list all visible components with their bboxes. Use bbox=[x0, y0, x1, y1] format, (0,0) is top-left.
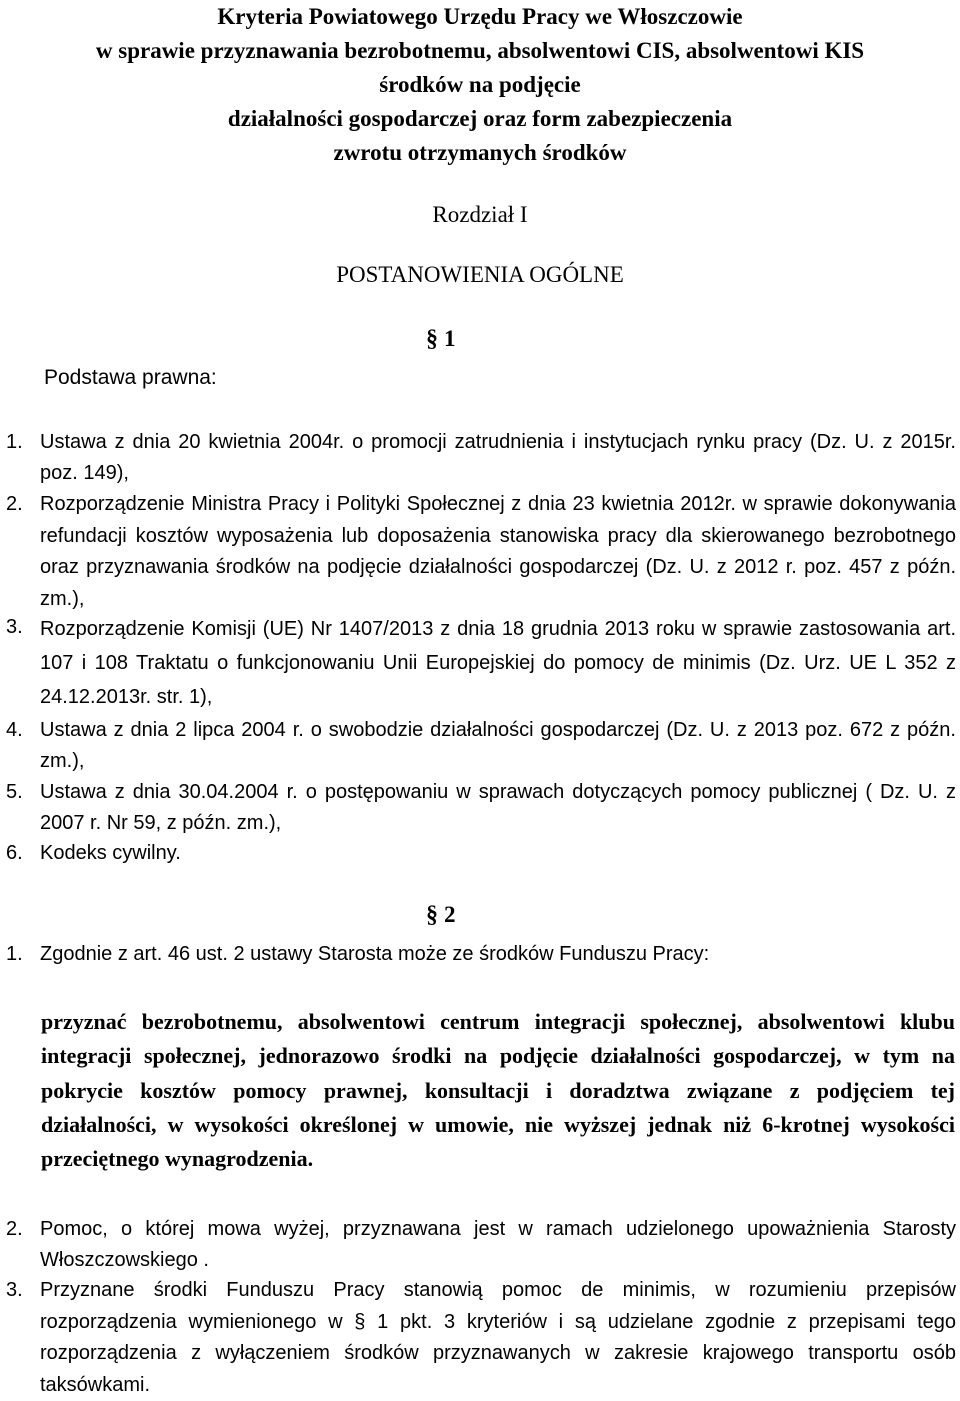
section-symbol: § bbox=[426, 902, 438, 928]
list-item-text: Ustawa z dnia 2 lipca 2004 r. o swobodzie działalności gospodarczej (Dz. U. z 2013 poz. 672 z późn. zm.), bbox=[40, 719, 956, 772]
list-item-number: 6. bbox=[6, 842, 23, 864]
section-1-heading bbox=[426, 326, 456, 353]
list-item bbox=[6, 1214, 956, 1276]
document-title bbox=[0, 0, 960, 170]
list-item-text: Zgodnie z art. 46 ust. 2 ustawy Starosta może ze środków Funduszu Pracy: bbox=[40, 943, 710, 965]
legal-basis-label: Podstawa prawna: bbox=[44, 366, 217, 389]
list-item-number: 1. bbox=[6, 943, 23, 965]
list-item-text: Rozporządzenie Ministra Pracy i Polityki Społecznej z dnia 23 kwietnia 2012r. w sprawie dokonywania refundacji kosztów wyposażenia lub doposażenia stanowiska pracy dla skierowanego bezrobotnego oraz przyznawania środków na podjęcie działalności gospodarczej (Dz. U. z 2012 r. poz. 457 z późn. zm.), bbox=[40, 493, 956, 610]
list-item bbox=[6, 1275, 956, 1395]
section-number: 1 bbox=[444, 326, 456, 351]
list-item-number: 5. bbox=[6, 781, 23, 803]
list-item bbox=[6, 612, 956, 712]
list-item-number: 4. bbox=[6, 719, 23, 741]
list-item-text: Ustawa z dnia 30.04.2004 r. o postępowaniu w sprawach dotyczących pomocy publicznej ( Dz. U. z 2007 r. Nr 59, z późn. zm.), bbox=[40, 781, 956, 834]
section-symbol: § bbox=[426, 326, 438, 352]
list-item bbox=[6, 838, 956, 869]
chapter-heading: Rozdział I bbox=[432, 202, 528, 227]
list-item bbox=[6, 939, 956, 970]
title-line: Kryteria Powiatowego Urzędu Pracy we Włoszczowie bbox=[217, 4, 743, 29]
list-item-number: 2. bbox=[6, 493, 23, 515]
title-line: zwrotu otrzymanych środków bbox=[333, 140, 627, 165]
list-item bbox=[6, 489, 956, 617]
list-item-number: 2. bbox=[6, 1218, 23, 1240]
list-item-number: 3. bbox=[6, 1279, 23, 1301]
list-item-text: Rozporządzenie Komisji (UE) Nr 1407/2013 z dnia 18 grudnia 2013 roku w sprawie zastosowania art. 107 i 108 Traktatu o funkcjonowaniu Unii Europejskiej do pomocy de minimis (Dz. Urz. UE L 352 z 24.12.2013r. str. 1), bbox=[40, 618, 956, 708]
list-item bbox=[6, 777, 956, 839]
list-item-text: Ustawa z dnia 20 kwietnia 2004r. o promocji zatrudnienia i instytucjach rynku pracy (Dz. U. z 2015r. poz. 149), bbox=[40, 431, 956, 484]
grant-description: przyznać bezrobotnemu, absolwentowi centrum integracji społecznej, absolwentowi klubu integracji społecznej, jednorazowo środki na podjęcie działalności gospodarczej, w tym na pokrycie kosztów pomocy prawnej, konsultacji i doradztwa związane z podjęciem tej działalności, w wysokości określonej w umowie, nie wyższej jednak niż 6-krotnej wysokości przeciętnego wynagrodzenia. bbox=[41, 1009, 955, 1172]
section-number: 2 bbox=[444, 902, 456, 927]
section-2-heading bbox=[426, 902, 456, 929]
list-item-text: Przyznane środki Funduszu Pracy stanowią pomoc de minimis, w rozumieniu przepisów rozporządzenia wymienionego w § 1 pkt. 3 kryteriów i są udzielane zgodnie z przepisami tego rozporządzenia z wyłączeniem środków przyznawanych w zakresie krajowego transportu osób taksówkami. bbox=[40, 1279, 956, 1396]
list-item-text: Kodeks cywilny. bbox=[40, 842, 181, 864]
title-line: środków na podjęcie bbox=[379, 72, 581, 97]
list-item-number: 1. bbox=[6, 431, 23, 453]
chapter-title: POSTANOWIENIA OGÓLNE bbox=[336, 262, 624, 287]
title-line: w sprawie przyznawania bezrobotnemu, absolwentowi CIS, absolwentowi KIS bbox=[95, 38, 865, 63]
list-item bbox=[6, 427, 956, 489]
title-line: działalności gospodarczej oraz form zabezpieczenia bbox=[227, 106, 733, 131]
list-item-text: Pomoc, o której mowa wyżej, przyznawana jest w ramach udzielonego upoważnienia Starosty Włoszczowskiego . bbox=[40, 1218, 956, 1271]
list-item bbox=[6, 715, 956, 777]
list-item-number: 3. bbox=[6, 616, 23, 638]
